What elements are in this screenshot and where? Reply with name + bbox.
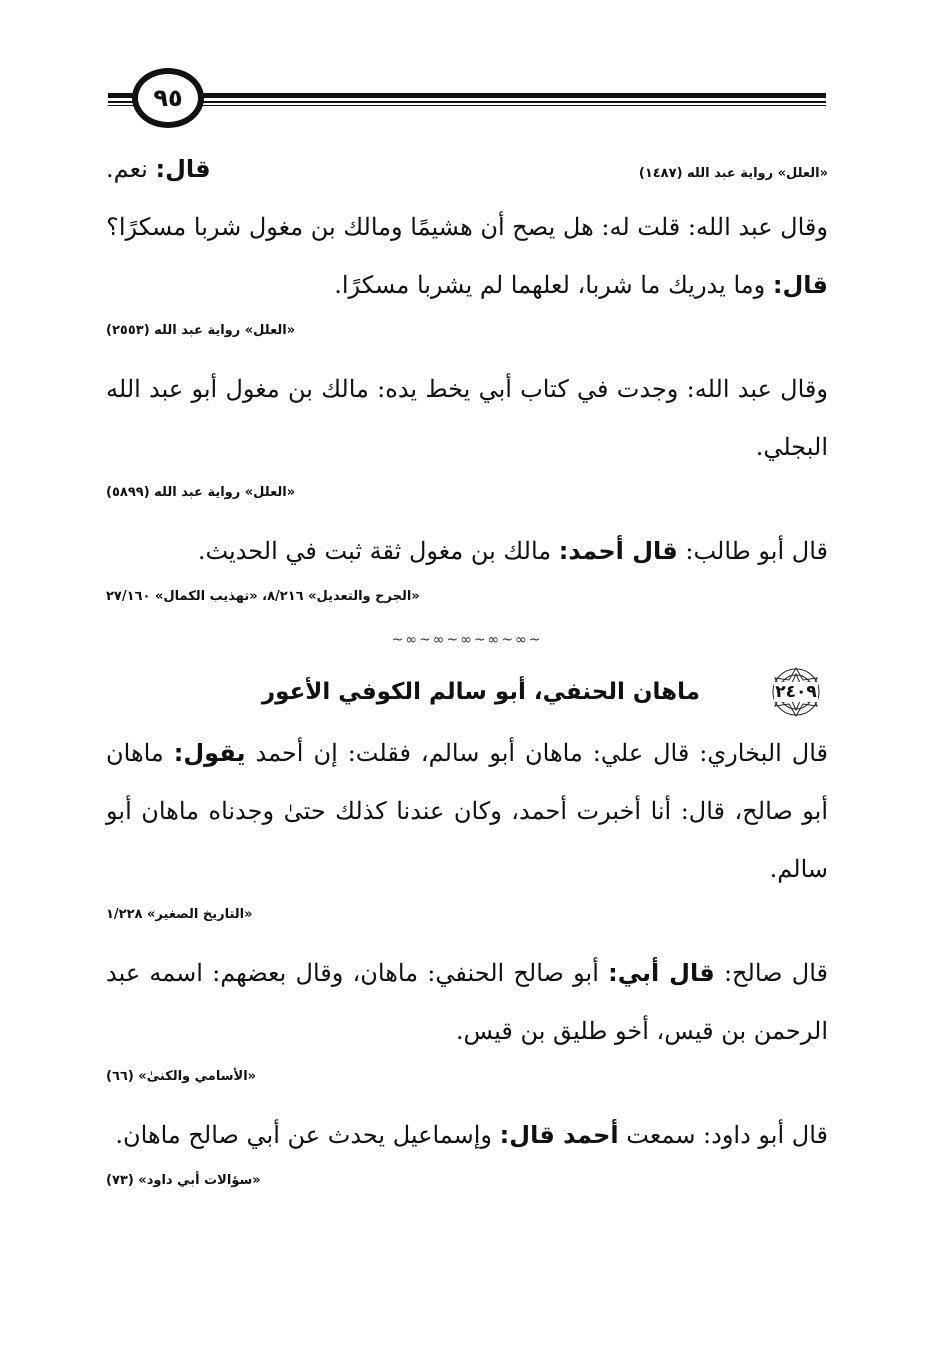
speaker-label: قال: bbox=[155, 155, 211, 183]
paragraph bbox=[106, 256, 828, 314]
paragraph-text: قال صالح: bbox=[723, 959, 828, 987]
paragraph-text: قال أبو طالب: bbox=[685, 537, 828, 565]
citation: «العلل» رواية عبد الله (٥٨٩٩) bbox=[106, 485, 296, 500]
entry-heading bbox=[106, 666, 828, 718]
header-rule bbox=[108, 93, 826, 98]
paragraph-text: وإسماعيل يحدث عن أبي صالح ماهان. bbox=[115, 1121, 493, 1149]
paragraph: وقال عبد الله: قلت له: هل يصح أن هشيمًا ومالك بن مغول شربا مسكرًا؟ bbox=[106, 213, 828, 241]
page-content bbox=[106, 140, 828, 1210]
paragraph-text: قال البخاري: قال علي: ماهان أبو سالم، فقلت: إن أحمد bbox=[255, 739, 828, 767]
entry-number-badge bbox=[770, 666, 822, 718]
paragraph-text: أبو صالح الحنفي: ماهان، وقال بعضهم: اسمه عبد الرحمن بن قيس، أخو طليق بن قيس. bbox=[106, 959, 828, 1045]
block-1 bbox=[106, 140, 828, 198]
paragraph-text: نعم. bbox=[106, 155, 148, 183]
header-rule-hair bbox=[108, 105, 826, 106]
header-rule-thin bbox=[108, 101, 826, 103]
speaker-label: قال أحمد: bbox=[558, 537, 678, 565]
entry-title: ماهان الحنفي، أبو سالم الكوفي الأعور bbox=[261, 679, 700, 705]
page-number: ٩٥ bbox=[132, 68, 204, 128]
paragraph bbox=[106, 944, 828, 1060]
speaker-label: يقول: bbox=[173, 739, 246, 767]
paragraph-text: ماهان أبو صالح، قال: أنا أخبرت أحمد، وكان عندنا كذلك حتىٰ وجدناه ماهان أبو سالم. bbox=[106, 739, 828, 883]
citation: «العلل» رواية عبد الله (١٤٨٧) bbox=[638, 166, 828, 181]
paragraph bbox=[106, 724, 828, 898]
paragraph bbox=[106, 140, 211, 198]
citation: «سؤالات أبي داود» (٧٣) bbox=[106, 1173, 261, 1188]
section-divider: ~∞~∞~∞~∞~∞~ bbox=[391, 632, 543, 648]
citation: «الجرح والتعديل» ٨/٢١٦، «تهذيب الكمال» ٢٧/١٦٠ bbox=[106, 589, 420, 604]
citation: «التاريخ الصغير» ١/٢٢٨ bbox=[106, 907, 253, 922]
paragraph: وقال عبد الله: وجدت في كتاب أبي يخط يده: مالك بن مغول أبو عبد الله البجلي. bbox=[106, 375, 828, 461]
paragraph-text: قال أبو داود: سمعت bbox=[626, 1121, 828, 1149]
paragraph-text: مالك بن مغول ثقة ثبت في الحديث. bbox=[197, 537, 552, 565]
citation: «العلل» رواية عبد الله (٢٥٥٣) bbox=[106, 323, 296, 338]
entry-number: ٢٤٠٩ bbox=[775, 682, 817, 702]
speaker-label: أحمد قال: bbox=[499, 1121, 619, 1149]
speaker-label: قال أبي: bbox=[608, 959, 715, 987]
citation: «الأسامي والكنىٰ» (٦٦) bbox=[106, 1069, 257, 1084]
paragraph-text: وما يدريك ما شربا، لعلهما لم يشربا مسكرًا. bbox=[334, 271, 766, 299]
paragraph bbox=[106, 1106, 828, 1164]
speaker-label: قال: bbox=[772, 271, 828, 299]
paragraph bbox=[106, 522, 828, 580]
